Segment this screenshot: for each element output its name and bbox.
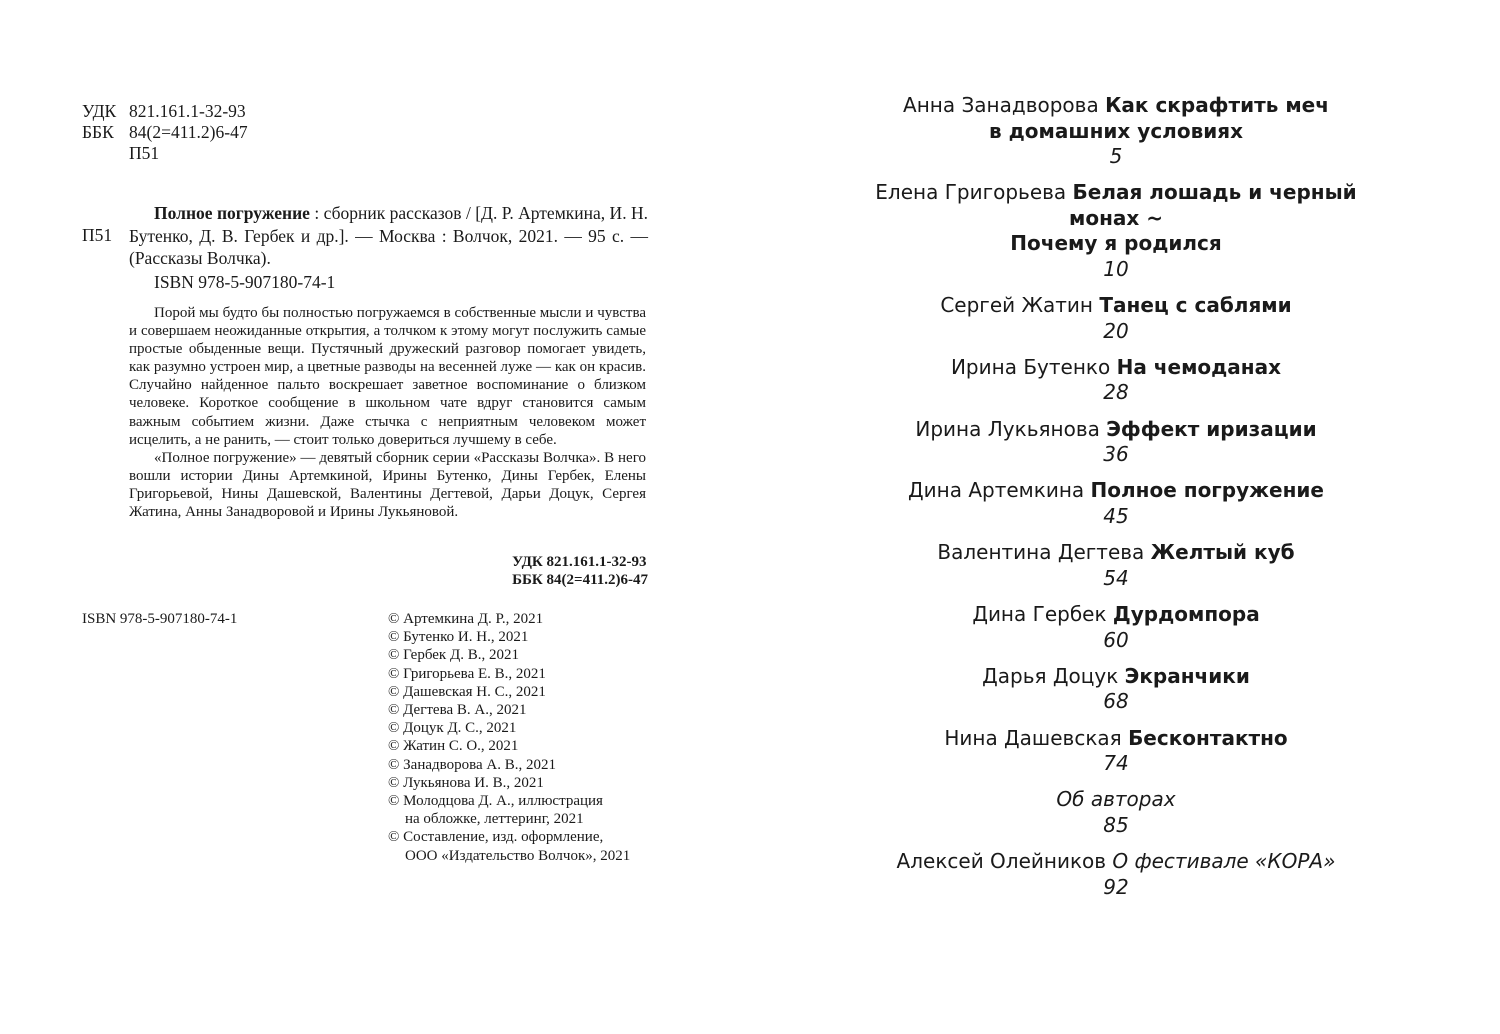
toc-entry	[860, 787, 1372, 838]
copyright-line: © Дашевская Н. С., 2021	[388, 683, 546, 700]
table-of-contents	[860, 93, 1372, 911]
bbk-label: ББК	[82, 122, 114, 142]
annotation-paragraph: «Полное погружение» — девятый сборник серии «Рассказы Волчка». В него вошли истории Дины Артемкиной, Ирины Бутенко, Дины Гербек, Елены Григорьевой, Нины Дашевской, Валентины Дегтевой, Дарьи Доцук, Сергея Жатина, Анны Занадворовой и Ирины Лукьяновой.	[129, 449, 646, 521]
toc-page: 54	[1103, 565, 1129, 590]
copyright-line: © Бутенко И. Н., 2021	[388, 629, 529, 646]
toc-title: Танец с саблями	[1099, 293, 1292, 318]
bbk-line: ББК 84(2=411.2)6-47	[512, 572, 648, 588]
copyright-line: © Молодцова Д. А., иллюстрация	[388, 793, 603, 810]
copyright-line: © Занадворова А. В., 2021	[388, 756, 556, 773]
copyright-block	[388, 610, 630, 865]
toc-author: Анна Занадворова	[903, 93, 1099, 117]
copyright-line: © Дегтева В. А., 2021	[388, 702, 527, 719]
toc-entry	[860, 180, 1372, 282]
bibliographic-description	[129, 202, 648, 270]
udk-label: УДК	[82, 101, 117, 121]
toc-page: 5	[1109, 144, 1123, 168]
toc-title: Бесконтактно	[1128, 725, 1288, 750]
bibliographic-details: : сборник рассказов / [Д. Р. Артемкина, И. Н. Бутенко, Д. В. Гербек и др.]. — Москва : Волчок, 2021. — 95 с. — (Рассказы Волчка).	[129, 203, 648, 268]
toc-page: 68	[1103, 689, 1129, 714]
toc-entry	[860, 540, 1372, 591]
copyright-line: © Доцук Д. С., 2021	[388, 720, 517, 737]
bibliographic-record	[82, 202, 648, 293]
toc-page: 74	[1103, 751, 1129, 776]
toc-author: Валентина Дегтева	[937, 540, 1145, 565]
toc-author: Дина Гербек	[972, 602, 1107, 627]
toc-page: 45	[1103, 503, 1129, 528]
toc-title: Полное погружение	[1090, 478, 1324, 503]
copyright-line: © Артемкина Д. Р., 2021	[388, 611, 544, 627]
toc-entry	[860, 602, 1372, 653]
toc-entry	[860, 293, 1372, 344]
toc-title: Экранчики	[1124, 663, 1250, 688]
toc-page: 60	[1103, 627, 1129, 652]
toc-author: Ирина Бутенко	[950, 354, 1111, 379]
isbn: ISBN 978-5-907180-74-1	[154, 271, 336, 292]
udk-value: 821.161.1-32-93	[129, 101, 246, 121]
toc-entry	[860, 355, 1372, 406]
classification-codes	[82, 101, 248, 164]
toc-author: Алексей Олейников	[896, 849, 1107, 874]
toc-page: 92	[1103, 874, 1129, 899]
copyright-line: © Гербек Д. В., 2021	[388, 647, 519, 664]
toc-entry	[860, 93, 1372, 170]
copyright-line: на обложке, леттеринг, 2021	[405, 811, 584, 828]
udk-code	[82, 101, 248, 122]
annotation-paragraph: Порой мы будто бы полностью погружаемся в собственные мысли и чувства и совершаем неожиданные открытия, а толчком к этому могут послужить самые простые обыденные вещи. Пустячный дружеский разговор помогает увидеть, как разумно устроен мир, а цветные разводы на весенней луже — как он красив. Случайно найденное пальто воскрешает заветное воспоминание о близком человеке. Короткое сообщение в школьном чате вдруг становится самым важным событием жизни. Даже стычка с неприятным человеком может исцелить, а не ранить, — стоит только довериться лучшему в себе.	[129, 305, 646, 448]
toc-title: Эффект иризации	[1106, 416, 1317, 441]
copyright-line: ООО «Издательство Волчок», 2021	[405, 847, 631, 864]
toc-title: На чемоданах	[1116, 354, 1282, 379]
toc-author: Дарья Доцук	[982, 663, 1119, 688]
toc-entry	[860, 726, 1372, 777]
toc-title: Как скрафтить меч	[1105, 93, 1329, 117]
copyright-line: © Лукьянова И. В., 2021	[388, 774, 544, 791]
bbk-code	[82, 122, 248, 143]
toc-author: Ирина Лукьянова	[915, 416, 1100, 441]
copyright-line: © Жатин С. О., 2021	[388, 738, 519, 755]
udk-line: УДК 821.161.1-32-93	[512, 554, 647, 570]
toc-entry	[860, 664, 1372, 715]
toc-title: Об авторах	[1056, 787, 1176, 812]
toc-entry	[860, 478, 1372, 529]
classification-codes-bottom	[512, 553, 648, 589]
toc-title-cont: в домашних условиях	[989, 118, 1243, 143]
toc-page: 36	[1103, 442, 1129, 467]
toc-page: 10	[1103, 256, 1129, 281]
toc-page: 28	[1103, 380, 1129, 405]
copyright-line: © Григорьева Е. В., 2021	[388, 665, 546, 682]
author-sign-side: П51	[82, 225, 113, 245]
author-sign: П51	[129, 143, 160, 163]
book-title: Полное погружение	[154, 203, 310, 223]
toc-title: О фестивале «КОРА»	[1112, 849, 1336, 874]
toc-author: Нина Дашевская	[944, 725, 1122, 750]
toc-author: Елена Григорьева	[875, 180, 1067, 205]
toc-page: 85	[1103, 812, 1129, 837]
copyright-line: © Составление, изд. оформление,	[388, 829, 604, 846]
toc-entry	[860, 849, 1372, 900]
annotation	[129, 304, 646, 521]
toc-title: Дурдомпора	[1112, 602, 1260, 627]
bbk-value: 84(2=411.2)6-47	[129, 122, 248, 142]
toc-title-cont: Почему я родился	[1010, 231, 1222, 256]
toc-entry	[860, 417, 1372, 468]
toc-author: Сергей Жатин	[940, 293, 1093, 318]
toc-author: Дина Артемкина	[908, 478, 1085, 503]
toc-page: 20	[1103, 318, 1129, 343]
isbn-bottom: ISBN 978-5-907180-74-1	[82, 611, 238, 627]
toc-title: Белая лошадь и черный монах ~	[1068, 180, 1357, 230]
toc-title: Желтый куб	[1150, 540, 1295, 565]
